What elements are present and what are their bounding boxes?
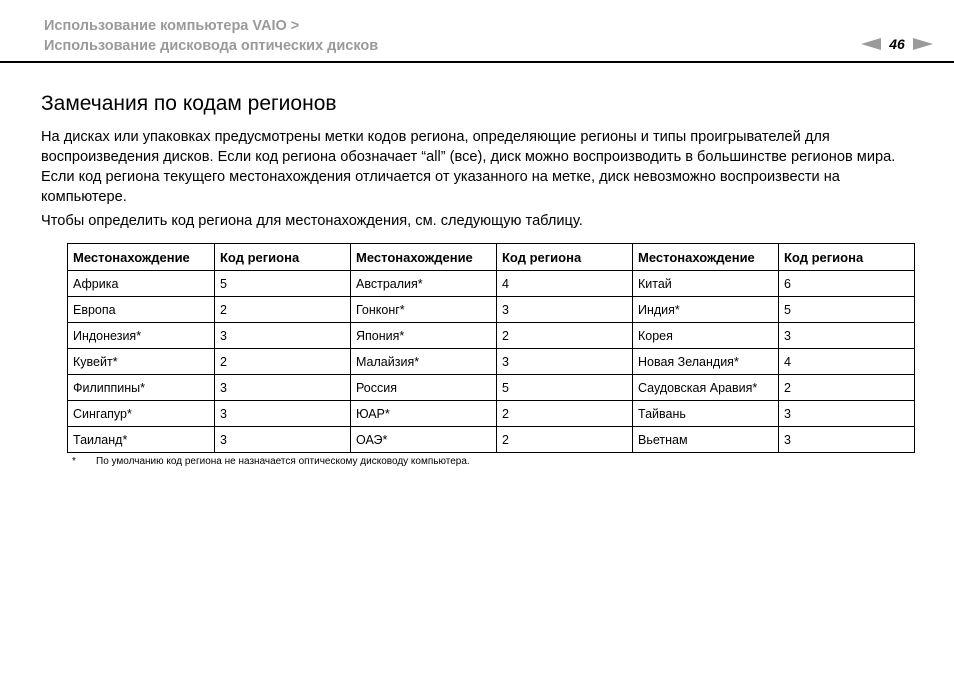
region-code-cell: 5 <box>215 271 351 297</box>
region-code-cell: 2 <box>215 297 351 323</box>
header-location: Местонахождение <box>633 244 779 271</box>
region-code-cell: 3 <box>215 401 351 427</box>
page-number: 46 <box>889 36 905 52</box>
location-cell: Австралия* <box>351 271 497 297</box>
region-code-cell: 3 <box>215 375 351 401</box>
location-cell: Саудовская Аравия* <box>633 375 779 401</box>
location-cell: ЮАР* <box>351 401 497 427</box>
footnote-mark: * <box>72 456 76 467</box>
next-page-arrow-icon[interactable] <box>913 38 933 50</box>
table-row <box>68 323 915 349</box>
location-cell: Китай <box>633 271 779 297</box>
location-cell: ОАЭ* <box>351 427 497 453</box>
region-code-cell: 2 <box>497 401 633 427</box>
breadcrumb-line-1: Использование компьютера VAIO > <box>44 18 300 34</box>
breadcrumb <box>44 16 378 56</box>
table-intro-paragraph: Чтобы определить код региона для местонахождения, см. следующую таблицу. <box>41 213 583 229</box>
location-cell: Филиппины* <box>68 375 215 401</box>
location-cell: Новая Зеландия* <box>633 349 779 375</box>
section-title: Замечания по кодам регионов <box>41 92 337 115</box>
region-code-cell: 3 <box>779 323 915 349</box>
location-cell: Сингапур* <box>68 401 215 427</box>
footnote <box>72 456 470 467</box>
page-navigation <box>861 36 933 52</box>
region-code-cell: 4 <box>497 271 633 297</box>
location-cell: Россия <box>351 375 497 401</box>
footnote-text: По умолчанию код региона не назначается оптическому дисководу компьютера. <box>96 456 470 467</box>
region-code-cell: 3 <box>779 401 915 427</box>
table-row <box>68 375 915 401</box>
table-row <box>68 427 915 453</box>
location-cell: Вьетнам <box>633 427 779 453</box>
location-cell: Кувейт* <box>68 349 215 375</box>
table-row <box>68 271 915 297</box>
header-region-code: Код региона <box>779 244 915 271</box>
location-cell: Индонезия* <box>68 323 215 349</box>
region-code-cell: 3 <box>497 297 633 323</box>
region-code-cell: 2 <box>215 349 351 375</box>
region-code-cell: 2 <box>497 427 633 453</box>
location-cell: Корея <box>633 323 779 349</box>
location-cell: Африка <box>68 271 215 297</box>
location-cell: Таиланд* <box>68 427 215 453</box>
region-code-cell: 5 <box>497 375 633 401</box>
header-region-code: Код региона <box>497 244 633 271</box>
intro-paragraph: На дисках или упаковках предусмотрены метки кодов региона, определяющие регионы и типы проигрывателей для воспроизведения дисков. Если код региона обозначает “all” (все), диск можно воспроизводить в большинстве регионов мира. Если код региона текущего местонахождения отличается от указанного на метке, диск невозможно воспроизвести на компьютере. <box>41 129 896 205</box>
region-code-cell: 3 <box>215 323 351 349</box>
location-cell: Малайзия* <box>351 349 497 375</box>
header-divider <box>0 61 954 63</box>
region-code-cell: 3 <box>779 427 915 453</box>
location-cell: Индия* <box>633 297 779 323</box>
region-code-cell: 2 <box>779 375 915 401</box>
table-row <box>68 401 915 427</box>
location-cell: Тайвань <box>633 401 779 427</box>
region-code-cell: 6 <box>779 271 915 297</box>
table-row <box>68 297 915 323</box>
location-cell: Гонконг* <box>351 297 497 323</box>
region-code-cell: 3 <box>497 349 633 375</box>
breadcrumb-line-2: Использование дисковода оптических дисков <box>44 38 379 54</box>
region-code-cell: 3 <box>215 427 351 453</box>
region-code-cell: 4 <box>779 349 915 375</box>
region-code-table <box>67 243 915 453</box>
header-location: Местонахождение <box>351 244 497 271</box>
region-code-cell: 5 <box>779 297 915 323</box>
table-header-row <box>68 244 915 271</box>
location-cell: Европа <box>68 297 215 323</box>
header-location: Местонахождение <box>68 244 215 271</box>
table-row <box>68 349 915 375</box>
location-cell: Япония* <box>351 323 497 349</box>
region-code-cell: 2 <box>497 323 633 349</box>
previous-page-arrow-icon[interactable] <box>861 38 881 50</box>
header-region-code: Код региона <box>215 244 351 271</box>
